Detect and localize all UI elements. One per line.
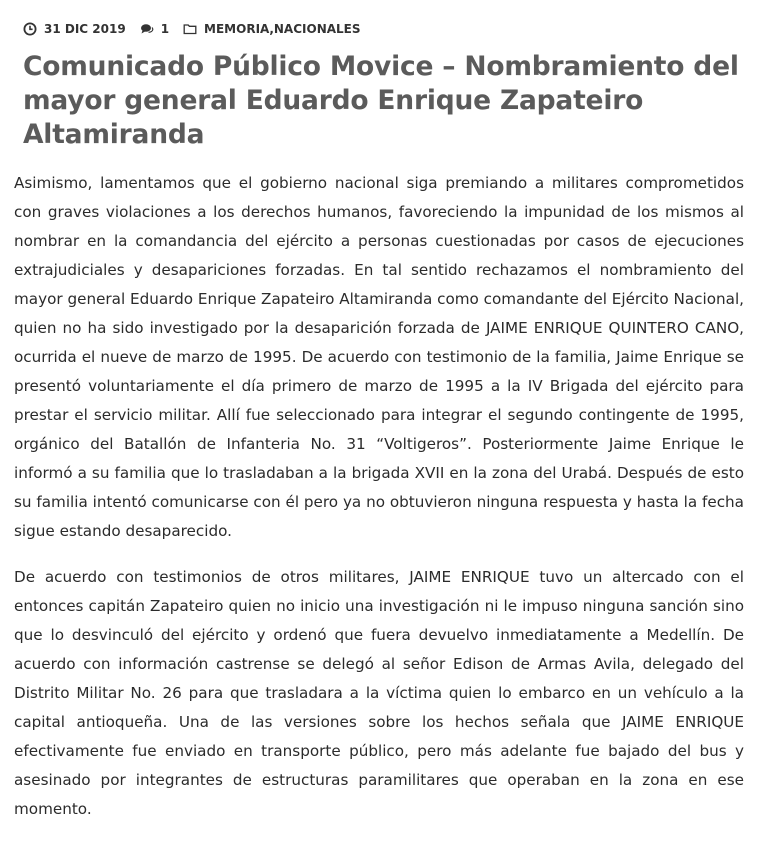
clock-icon <box>23 22 37 36</box>
folder-icon <box>183 22 197 36</box>
post-date <box>23 22 126 36</box>
comments-count[interactable]: 1 <box>160 22 170 36</box>
category-link-memoria[interactable]: MEMORIA <box>204 22 270 36</box>
post-comments[interactable] <box>140 22 169 36</box>
post-date-text: 31 DIC 2019 <box>44 22 126 36</box>
category-link-nacionales[interactable]: NACIONALES <box>273 22 361 36</box>
post-paragraph: De acuerdo con testimonios de otros militares, JAIME ENRIQUE tuvo un altercado con el entonces capitán Zapateiro quien no inicio una investigación ni le impuso ninguna sanción sino que lo desvinculó del ejército y ordenó que fuera devuelvo inmediatamente a Medellín. De acuerdo con información castrense se delegó al señor Edison de Armas Avila, delegado del Distrito Militar No. 26 para que trasladara a la víctima quien lo embarco en un vehículo a la capital antioqueña. Una de las versiones sobre los hechos señala que JAIME ENRIQUE efectivamente fue enviado en transporte público, pero más adelante fue bajado del bus y asesinado por integrantes de estructuras paramilitares que operaban en la zona en ese momento. <box>14 568 744 818</box>
category-separator: , <box>269 22 274 36</box>
post-categories <box>183 22 360 36</box>
post-content <box>14 169 744 841</box>
comments-icon <box>140 22 154 36</box>
post-title: Comunicado Público Movice – Nombramiento del mayor general Eduardo Enrique Zapateiro Altamiranda <box>23 51 739 150</box>
post-meta <box>23 22 375 36</box>
post-paragraph: Asimismo, lamentamos que el gobierno nacional siga premiando a militares comprometidos con graves violaciones a los derechos humanos, favoreciendo la impunidad de los mismos al nombrar en la comandancia del ejército a personas cuestionadas por casos de ejecuciones extrajudiciales y desapariciones forzadas. En tal sentido rechazamos el nombramiento del mayor general Eduardo Enrique Zapateiro Altamiranda como comandante del Ejército Nacional, quien no ha sido investigado por la desaparición forzada de JAIME ENRIQUE QUINTERO CANO, ocurrida el nueve de marzo de 1995. De acuerdo con testimonio de la familia, Jaime Enrique se presentó voluntariamente el día primero de marzo de 1995 a la IV Brigada del ejército para prestar el servicio militar. Allí fue seleccionado para integrar el segundo contingente de 1995, orgánico del Batallón de Infanteria No. 31 “Voltigeros”. Posteriormente Jaime Enrique le informó a su familia que lo trasladaban a la brigada XVII en la zona del Urabá. Después de esto su familia intentó comunicarse con él pero ya no obtuvieron ninguna respuesta y hasta la fecha sigue estando desaparecido. <box>14 174 744 540</box>
